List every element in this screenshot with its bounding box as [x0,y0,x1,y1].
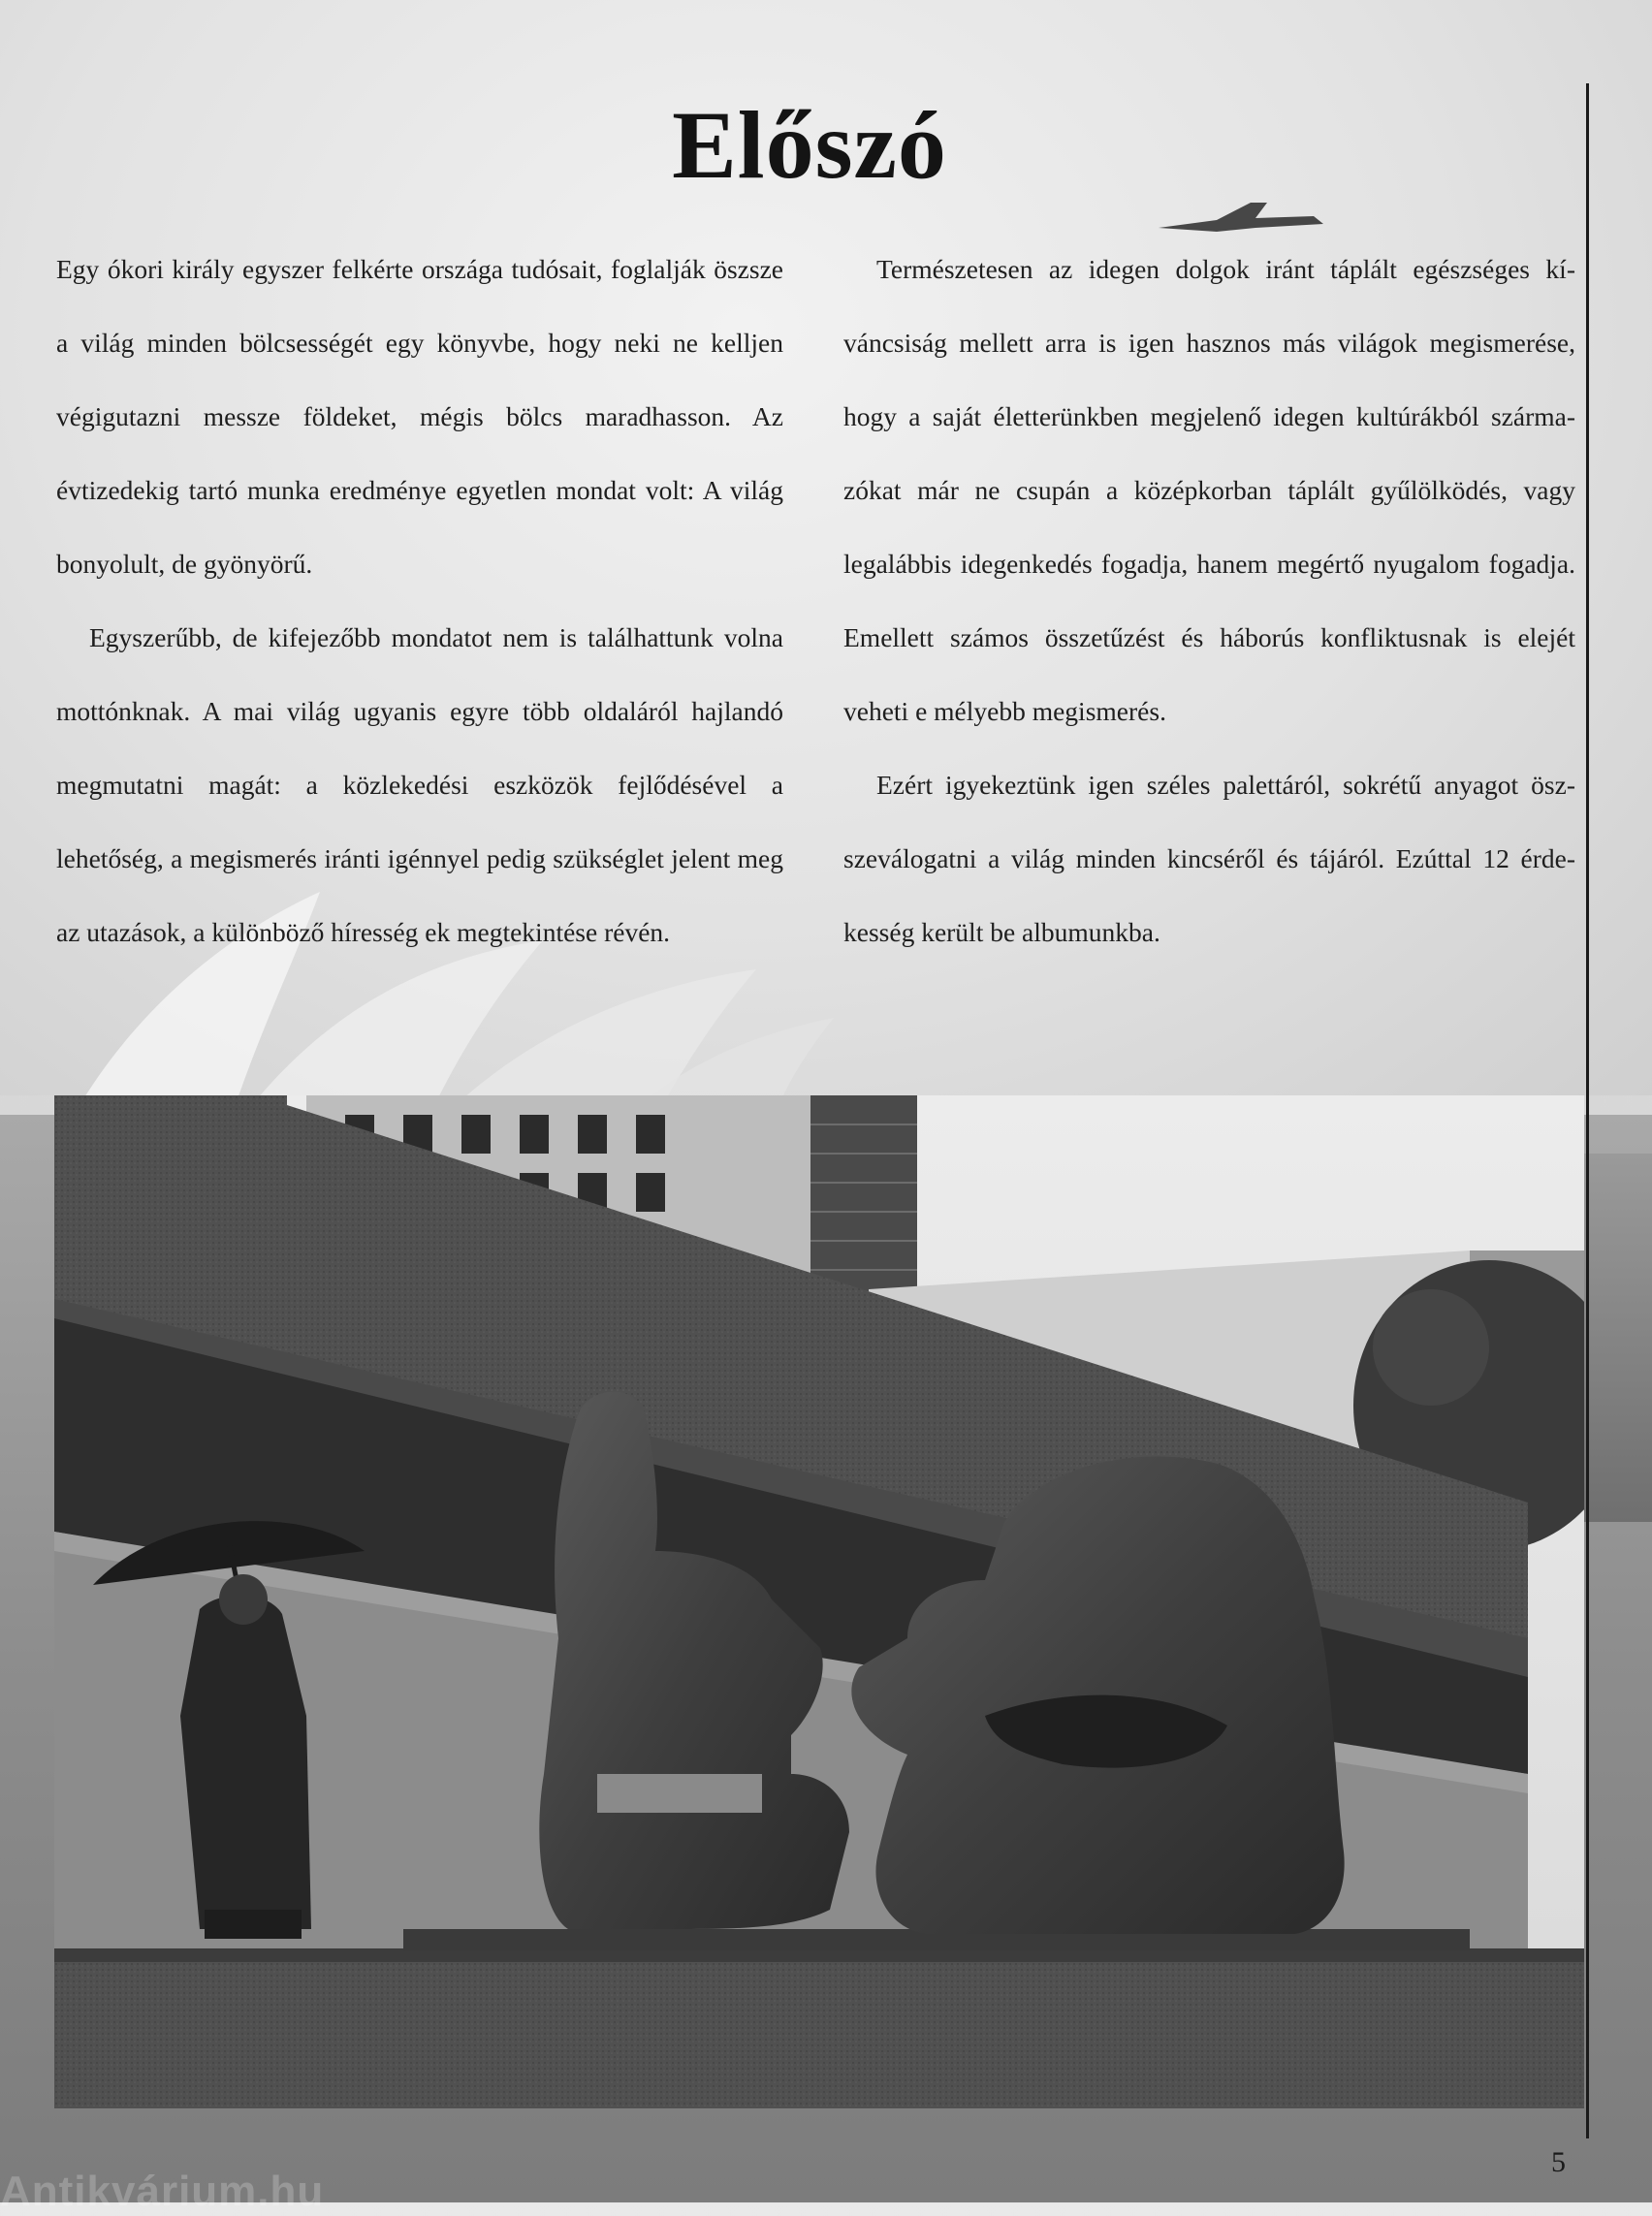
airplane-silhouette [1159,199,1323,237]
sculpture-scene-illustration [54,1095,1584,2108]
paragraph: Ezért igyekeztünk igen széles palettáról, sokrétű anyagot öszszeválogatni a világ minden kincséről és tájáról. Ezúttal 12 érdekesség került be albumunkba. [843,770,1575,947]
paragraph: Természetesen az idegen dolgok iránt táplált egészséges kíváncsiság mellett arra is igen hasznos más világok megismerése, hogy a saját életterünkben megjelenő idegen kultúrákból származókat már ne csupán a középkorban táplált gyűlölködés, vagy legalábbis idegenkedés fogadja, hanem megértő nyugalom fogadja. Emellett számos összetűzést és háborús konfliktusnak is elejét veheti e mélyebb megismerés. [843,254,1575,726]
sculpture-photo [54,1095,1584,2108]
paragraph: Egy ókori király egyszer felkérte országa tudósait, foglalják öszsze a világ minden bölcsességét egy könyvbe, hogy neki ne kelljen végigutazni messze földeket, mégis bölcs maradhasson. Az évtizedekig tartó munka eredménye egyetlen mondat volt: A világ bonyolult, de gyönyörű. [56,254,783,579]
watermark: Antikvárium.hu [0,2168,325,2215]
left-text-column [56,233,783,969]
right-text-column [843,233,1575,969]
background-city-lights [1584,1154,1652,1522]
page-title: Előszó [672,91,947,199]
page-number: 5 [1551,2146,1566,2178]
vertical-rule [1586,83,1589,2138]
paragraph: Egyszerűbb, de kifejezőbb mondatot nem is találhattunk volna mottónknak. A mai világ ugyanis egyre több oldaláról hajlandó megmutatni magát: a közlekedési eszközök fejlődésével a lehetőség, a megismerés iránti igénnyel pedig szükséglet jelent meg az utazások, a különböző híresség ek megtekintése révén. [56,622,783,947]
